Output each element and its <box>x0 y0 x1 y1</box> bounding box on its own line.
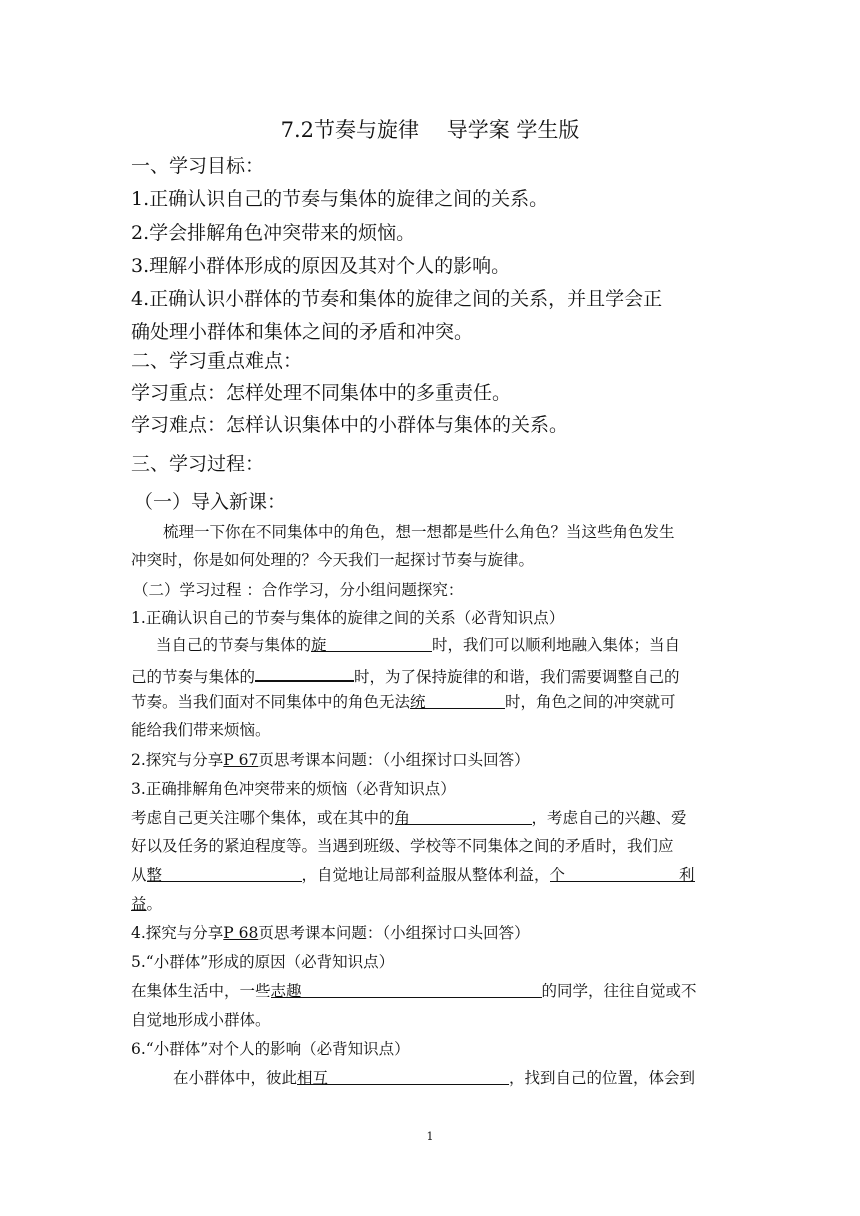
fill-blank[interactable] <box>147 863 302 882</box>
text-run: 页思考课本问题：（小组探讨口头回答） <box>258 751 530 769</box>
blank-hint: 相互 <box>297 1069 329 1087</box>
document-title: 7.2节奏与旋律 导学案 学生版 <box>280 118 580 142</box>
blank-hint: 角 <box>394 809 411 827</box>
text-run: 己的节奏与集体的 <box>131 667 256 686</box>
fill-blank[interactable] <box>311 633 432 652</box>
intro-text-line: 梳理一下你在不同集体中的角色，想一想都是些什么角色？当这些角色发生 <box>163 523 675 541</box>
blank-hint: 整 <box>146 866 163 884</box>
intro-heading: （一）导入新课： <box>134 491 287 513</box>
text-run: 4.探究与分享 <box>131 924 224 942</box>
question-1-line <box>156 633 756 655</box>
question-3-line <box>131 892 731 914</box>
question-1-line <box>131 662 731 687</box>
text-run: 在集体生活中，一些 <box>131 982 271 1000</box>
question-1-title: 1.正确认识自己的节奏与集体的旋律之间的关系（必背知识点） <box>131 609 565 627</box>
blank-hint: 志趣 <box>270 982 302 1000</box>
text-run: 的同学，往往自觉或不 <box>541 982 697 1000</box>
text-run: 在小群体中，彼此 <box>173 1069 298 1087</box>
text-run: 。 <box>146 895 163 913</box>
question-3-title: 3.正确排解角色冲突带来的烦恼（必背知识点） <box>131 780 456 798</box>
text-run: 当自己的节奏与集体的 <box>156 636 312 654</box>
text-run: 时，我们可以顺利地融入集体；当自 <box>432 636 681 654</box>
blank-hint: 统 <box>410 693 426 711</box>
sub-heading: （二）学习过程 ：合作学习，分小组问题探究： <box>133 581 464 599</box>
difficulty-line: 学习难点：怎样认识集体中的小群体与集体的关系。 <box>131 414 569 436</box>
text-run: 考虑自己更关注哪个集体，或在其中的 <box>131 809 395 827</box>
objective-item: 3.理解小群体形成的原因及其对个人的影响。 <box>131 255 511 277</box>
page-reference: P 68 <box>223 924 259 942</box>
text-run: ，考虑自己的兴趣、爱 <box>531 809 687 827</box>
page-reference: P 67 <box>223 751 259 769</box>
intro-text-line: 冲突时，你是如何处理的？今天我们一起探讨节奏与旋律。 <box>131 551 535 569</box>
focus-line: 学习重点：怎样处理不同集体中的多重责任。 <box>131 382 512 404</box>
question-5-title: 5.“小群体”形成的原因（必背知识点） <box>131 953 395 971</box>
text-run: ，找到自己的位置，体会到 <box>509 1069 696 1087</box>
question-5-line <box>131 979 731 1001</box>
text-run: 时，为了保持旋律的和谐，我们需要调整自己的 <box>354 667 680 686</box>
objective-item: 2.学会排解角色冲突带来的烦恼。 <box>131 222 416 244</box>
objective-item: 4.正确认识小群体的节奏和集体的旋律之间的关系，并且学会正 <box>131 288 663 310</box>
objective-item: 1.正确认识自己的节奏与集体的旋律之间的关系。 <box>131 188 549 210</box>
page-number: 1 <box>426 1130 434 1143</box>
text-run: 节奏。当我们面对不同集体中的角色无法 <box>131 693 411 711</box>
text-run: 时，角色之间的冲突就可 <box>505 693 676 711</box>
question-6-line <box>173 1066 773 1088</box>
blank-hint: 个 <box>549 866 566 884</box>
fill-blank[interactable] <box>297 1066 509 1085</box>
fill-blank[interactable] <box>395 806 532 825</box>
text-run: 页思考课本问题：（小组探讨口头回答） <box>258 924 530 942</box>
question-3-line: 好以及任务的紧迫程度等。当遇到班级、学校等不同集体之间的矛盾时，我们应 <box>131 837 674 855</box>
question-1-line: 能给我们带来烦恼。 <box>131 721 271 739</box>
fill-blank[interactable] <box>550 863 695 882</box>
key-points-heading: 二、学习重点难点： <box>131 350 303 372</box>
text-run: 益 <box>131 895 147 913</box>
fill-blank[interactable] <box>255 662 354 682</box>
fill-blank[interactable] <box>410 690 505 709</box>
question-5-line: 自觉地形成小群体。 <box>131 1011 271 1029</box>
fill-blank[interactable] <box>271 979 542 998</box>
blank-hint: 利 <box>679 866 695 884</box>
objectives-heading: 一、学习目标： <box>131 155 265 177</box>
question-2-line <box>131 748 731 770</box>
question-3-line <box>131 863 731 885</box>
process-heading: 三、学习过程： <box>131 453 265 475</box>
question-6-title: 6.“小群体”对个人的影响（必背知识点） <box>131 1040 410 1058</box>
question-1-line <box>131 690 731 712</box>
question-3-line <box>131 806 731 828</box>
objective-item: 确处理小群体和集体之间的矛盾和冲突。 <box>131 321 474 343</box>
blank-hint: 旋 <box>311 636 327 654</box>
text-run: 从 <box>131 866 147 884</box>
question-4-line <box>131 921 731 943</box>
text-run: ，自觉地让局部利益服从整体利益， <box>301 866 550 884</box>
text-run: 2.探究与分享 <box>131 751 224 769</box>
